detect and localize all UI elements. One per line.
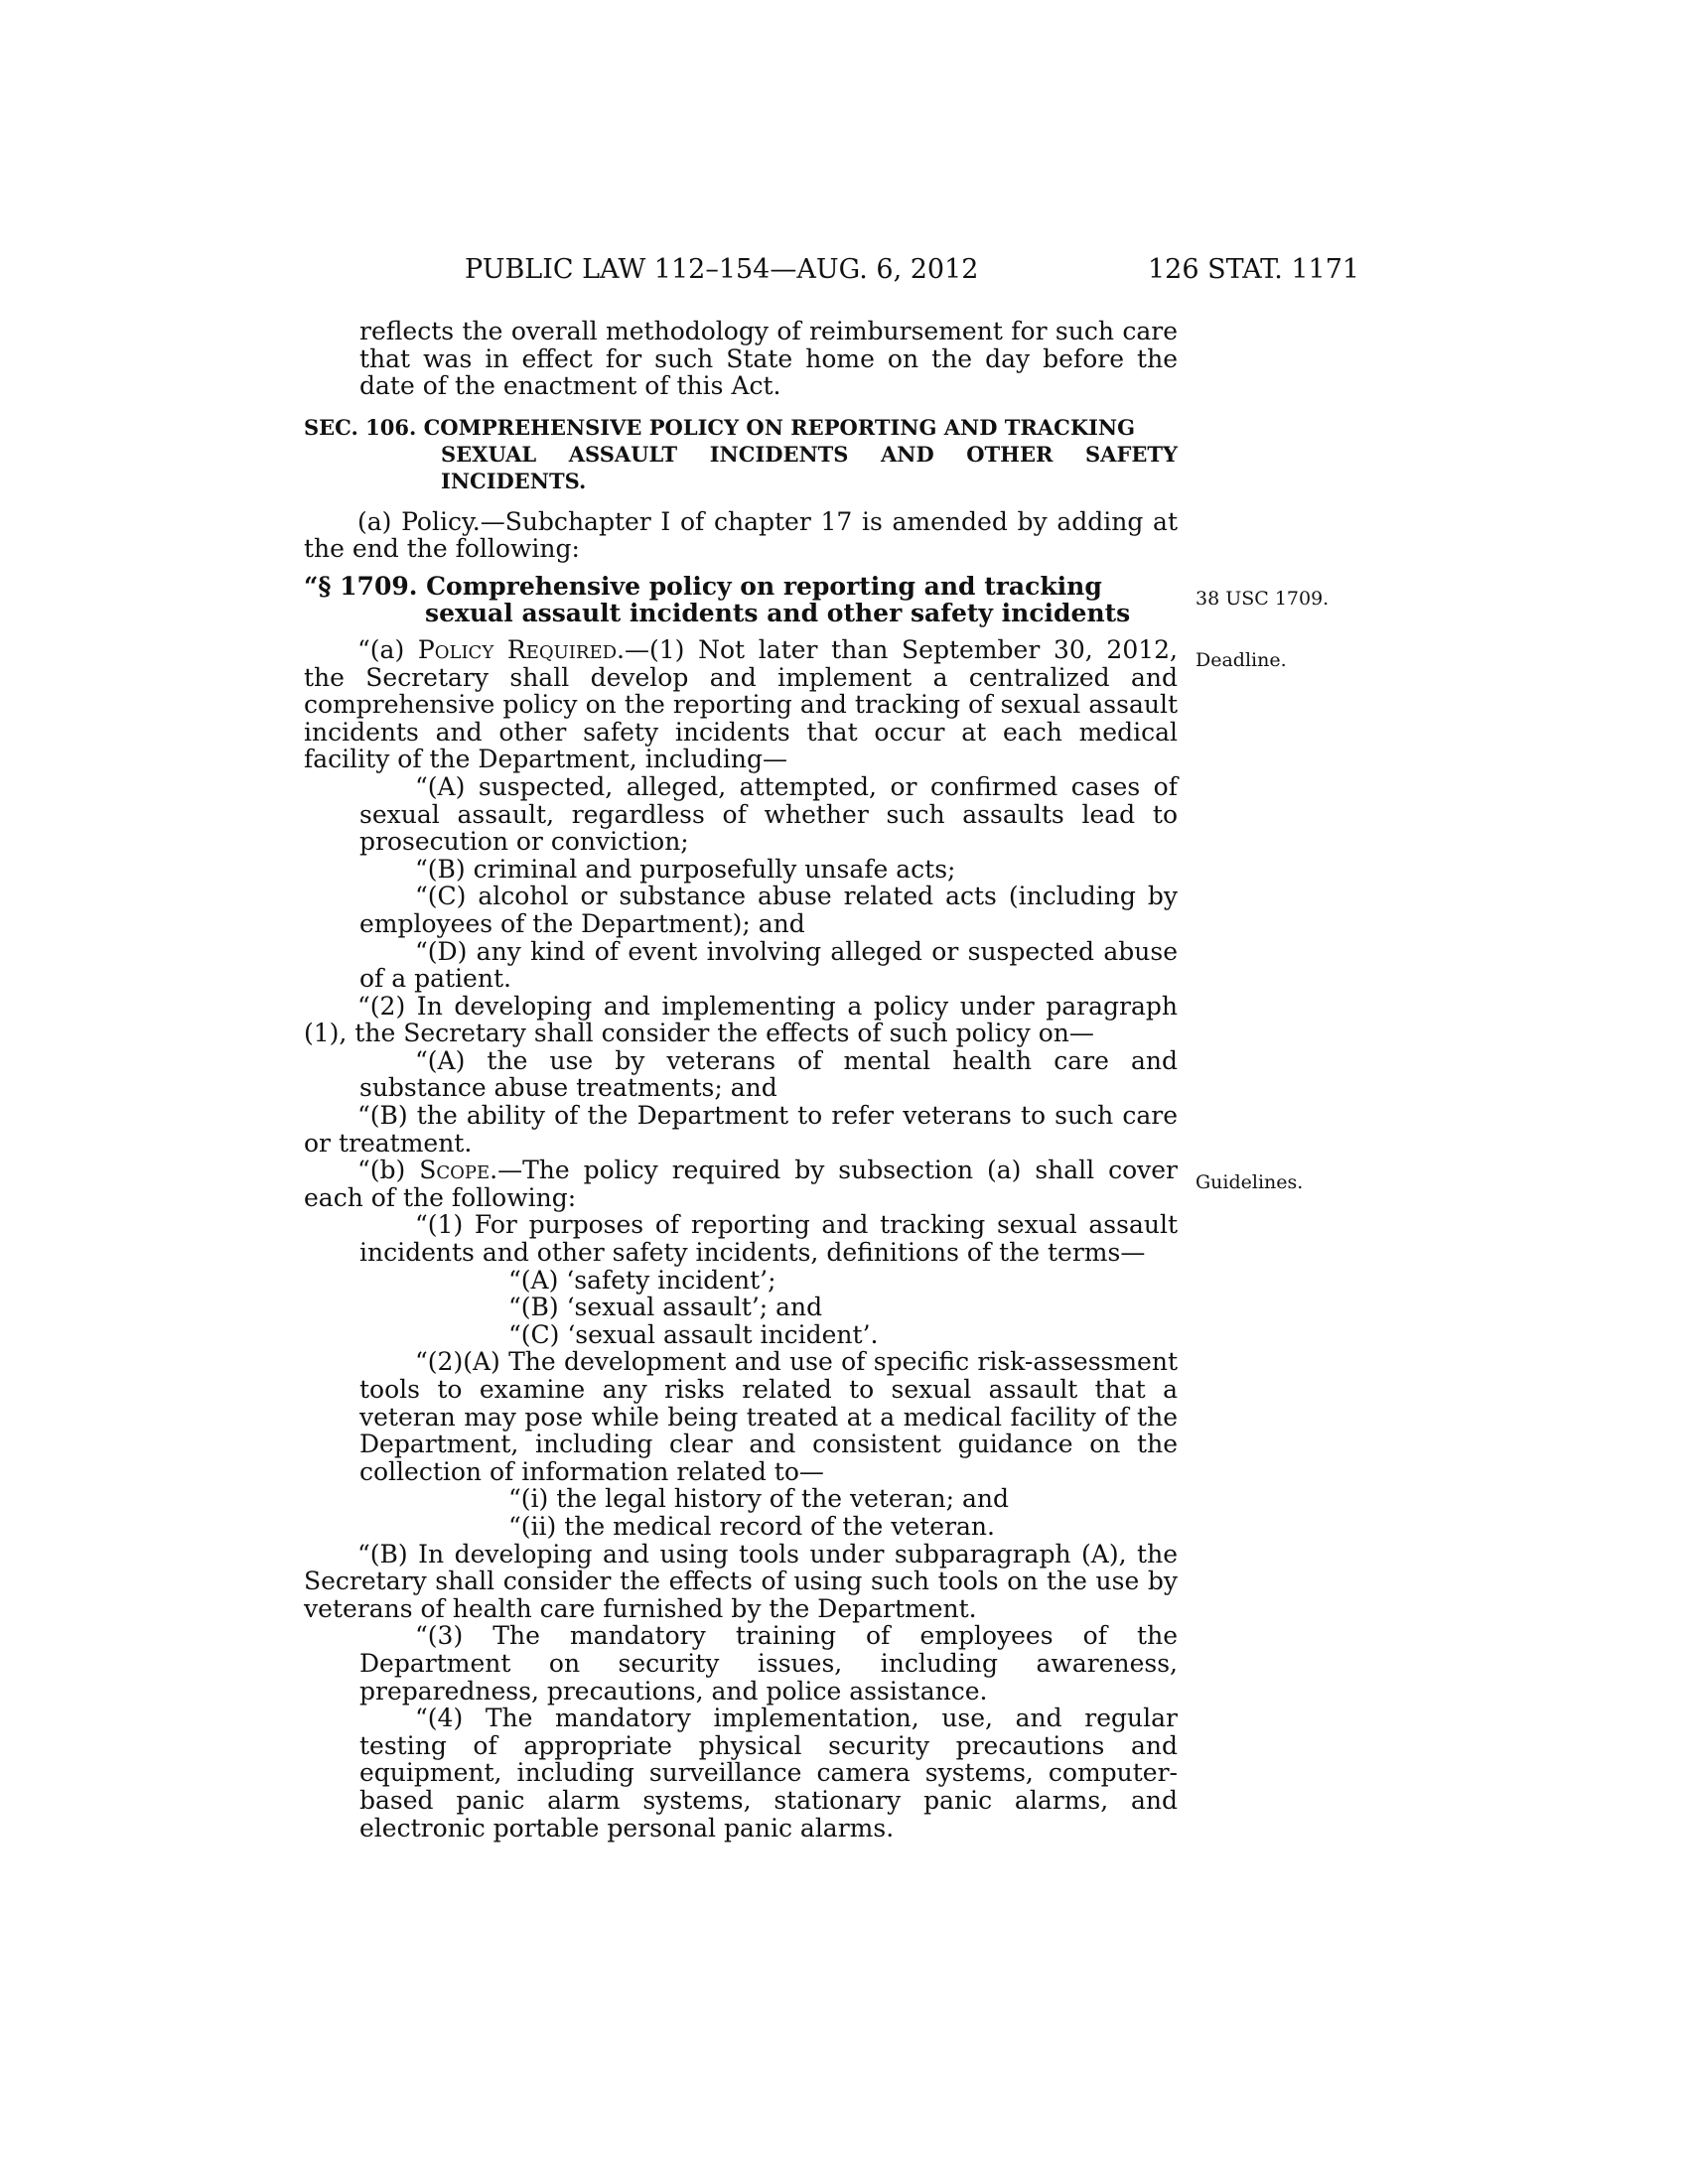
section-heading bbox=[304, 414, 1178, 494]
statute-heading bbox=[304, 573, 1178, 626]
running-header-left: PUBLIC LAW 112–154—AUG. 6, 2012 bbox=[465, 254, 979, 285]
clause-b1: “(1) For purposes of reporting and tracking sexual assault incidents and other safety incidents, definitions of the terms— bbox=[359, 1210, 1178, 1268]
clause-b1C: “(C) ‘sexual assault incident’. bbox=[508, 1319, 879, 1349]
statute-heading-rest: sexual assault incidents and other safety incidents bbox=[425, 598, 1131, 627]
section-heading-rest: SEXUAL ASSAULT INCIDENTS AND OTHER SAFETY INCIDENTS. bbox=[441, 441, 1178, 493]
statute-heading-lead: “§ 1709. Comprehensive policy on reporting and tracking bbox=[304, 571, 1102, 601]
paragraph-b-label: Scope bbox=[419, 1156, 491, 1185]
clause-b1B: “(B) ‘sexual assault’; and bbox=[508, 1293, 823, 1322]
running-header-right: 126 STAT. 1171 bbox=[1148, 254, 1360, 285]
margin-note-guidelines: Guidelines. bbox=[1196, 1171, 1304, 1193]
paragraph-a-intro bbox=[304, 636, 1178, 773]
margin-note-deadline: Deadline. bbox=[1196, 649, 1287, 671]
clause-group-b-late bbox=[359, 1622, 1178, 1842]
clause-b4: “(4) The mandatory implementation, use, and regular testing of appropriate physical security precautions and equipment, including surveillance camera systems, computer-based panic alarm systems, stationary panic alarms, and electronic portable personal panic alarms. bbox=[359, 1704, 1178, 1843]
paragraph-b-intro bbox=[304, 1157, 1178, 1211]
clause-b2B: “(B) In developing and using tools under subparagraph (A), the Secretary shall consider the effects of using such tools on the use by veterans of health care furnished by the Department. bbox=[304, 1539, 1178, 1623]
clause-b2Aii: “(ii) the medical record of the veteran. bbox=[508, 1511, 995, 1541]
clause-group-a2 bbox=[359, 1047, 1178, 1102]
clause-b3: “(3) The mandatory training of employees of the Department on security issues, including awareness, preparedness, precautions, and police assistance. bbox=[359, 1621, 1178, 1706]
section-heading-lead: SEC. 106. COMPREHENSIVE POLICY ON REPORTING AND TRACKING bbox=[304, 414, 1136, 440]
document-body bbox=[304, 318, 1178, 1842]
clause-group-b bbox=[359, 1211, 1178, 1540]
clause-group-b1 bbox=[508, 1267, 1178, 1349]
clause-a1B: “(B) criminal and purposefully unsafe acts; bbox=[415, 854, 956, 884]
clause-b1A: “(A) ‘safety incident’; bbox=[508, 1265, 776, 1295]
clause-a1A: “(A) suspected, alleged, attempted, or confirmed cases of sexual assault, regardless of whether such assaults lead to prosecution or conviction; bbox=[359, 771, 1178, 857]
clause-group-a1 bbox=[359, 773, 1178, 993]
paragraph-a-label: Policy Required bbox=[417, 634, 618, 664]
subsection-a-policy: (a) Policy.—Subchapter I of chapter 17 is amended by adding at the end the following: bbox=[304, 506, 1178, 564]
paragraph-a2: “(2) In developing and implementing a policy under paragraph (1), the Secretary shall consider the effects of such policy on— bbox=[304, 991, 1178, 1048]
paragraph-b-prefix: “(b) bbox=[357, 1156, 420, 1185]
clause-a1C: “(C) alcohol or substance abuse related acts (including by employees of the Department); and bbox=[359, 882, 1178, 938]
clause-a2A: “(A) the use by veterans of mental health care and substance abuse treatments; and bbox=[359, 1045, 1178, 1103]
paragraph-b-text: .—The policy required by subsection (a) shall cover each of the following: bbox=[304, 1156, 1178, 1212]
paragraph-a-prefix: “(a) bbox=[357, 634, 418, 664]
margin-note-usc: 38 USC 1709. bbox=[1196, 588, 1330, 610]
clause-b2Ai: “(i) the legal history of the veteran; and bbox=[508, 1484, 1010, 1514]
clause-group-b2A bbox=[508, 1485, 1178, 1540]
paragraph-a-text: .—(1) Not later than September 30, 2012, the Secretary shall develop and implement a centralized and comprehensive policy on the reporting and tracking of sexual assault incidents and other safety incidents that occur at each medical facility of the Department, including— bbox=[304, 634, 1179, 774]
clause-b2A: “(2)(A) The development and use of specific risk-assessment tools to examine any risks related to sexual assault that a veteran may pose while being treated at a medical facility of the Department, including clear and consistent guidance on the collection of information related to— bbox=[359, 1347, 1178, 1486]
clause-a2B: “(B) the ability of the Department to refer veterans to such care or treatment. bbox=[304, 1101, 1178, 1158]
continuation-paragraph: reflects the overall methodology of reimbursement for such care that was in effect for such State home on the day before the date of the enactment of this Act. bbox=[359, 317, 1178, 401]
continuation-block bbox=[359, 318, 1178, 400]
clause-a1D: “(D) any kind of event involving alleged or suspected abuse of a patient. bbox=[359, 936, 1178, 994]
